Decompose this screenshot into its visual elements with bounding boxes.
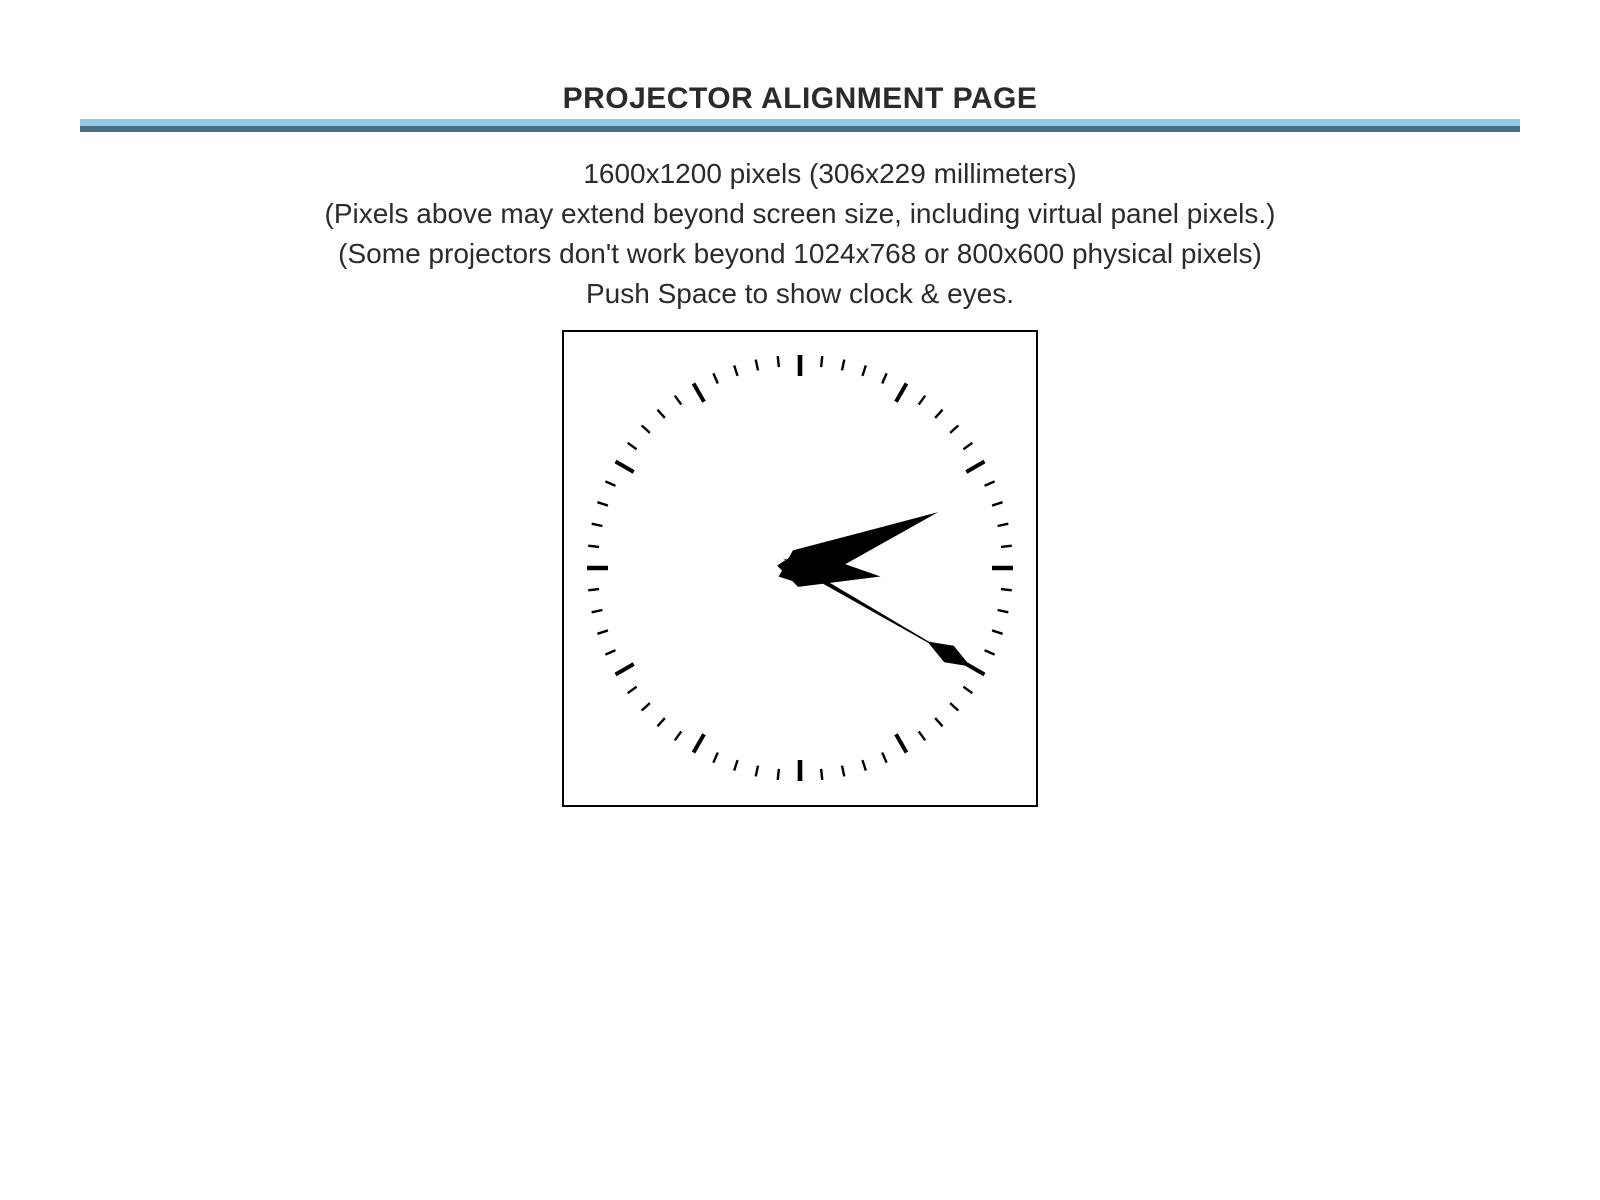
- page-title: PROJECTOR ALIGNMENT PAGE: [562, 82, 1038, 115]
- minute-tick: [862, 760, 865, 770]
- minute-tick: [963, 443, 972, 449]
- minute-tick: [992, 502, 1002, 505]
- minute-tick: [628, 687, 637, 693]
- second-hand-diamond: [927, 642, 970, 667]
- hour-tick: [616, 462, 634, 473]
- minute-tick: [821, 356, 822, 367]
- minute-tick: [821, 769, 822, 780]
- minute-tick: [950, 703, 958, 710]
- clock-frame: [562, 330, 1038, 807]
- projector-limit-note: (Some projectors don't work beyond 1024x768 or 800x600 physical pixels): [338, 238, 1262, 269]
- hour-tick: [694, 384, 705, 402]
- minute-tick: [1001, 589, 1012, 590]
- minute-tick: [642, 425, 650, 432]
- minute-tick: [628, 443, 637, 449]
- minute-tick: [734, 760, 737, 770]
- minute-tick: [998, 610, 1009, 612]
- hour-tick: [616, 664, 634, 675]
- minute-tick: [588, 589, 599, 590]
- hour-tick: [694, 734, 705, 752]
- minute-tick: [657, 410, 664, 418]
- minute-tick: [919, 731, 925, 740]
- minute-tick: [675, 731, 681, 740]
- minute-tick: [882, 373, 886, 383]
- divider-light-band: [80, 119, 1520, 126]
- clock-svg: [564, 332, 1036, 805]
- virtual-panel-note: (Pixels above may extend beyond screen size, including virtual panel pixels.): [324, 198, 1276, 229]
- minute-tick: [605, 650, 615, 654]
- minute-tick: [588, 546, 599, 547]
- minute-tick: [756, 360, 758, 371]
- minute-tick: [734, 365, 737, 375]
- hour-tick: [966, 462, 984, 473]
- info-text-block: [0, 154, 1600, 314]
- push-space-hint: Push Space to show clock & eyes.: [586, 278, 1014, 309]
- minute-tick: [1001, 546, 1012, 547]
- minute-tick: [657, 718, 664, 726]
- minute-tick: [597, 630, 607, 633]
- minute-tick: [592, 610, 603, 612]
- minute-tick: [675, 396, 681, 405]
- resolution-text: 1600x1200 pixels (306x229 millimeters): [583, 158, 1077, 189]
- minute-tick: [998, 524, 1009, 526]
- minute-tick: [842, 360, 844, 371]
- minute-tick: [597, 502, 607, 505]
- minute-tick: [950, 425, 958, 432]
- minute-tick: [592, 524, 603, 526]
- minute-tick: [862, 365, 865, 375]
- hour-tick: [896, 384, 907, 402]
- minute-tick: [713, 373, 717, 383]
- minute-tick: [713, 753, 717, 763]
- divider-dark-band: [80, 126, 1520, 132]
- minute-tick: [778, 356, 779, 367]
- minute-tick: [985, 650, 995, 654]
- minute-tick: [935, 410, 942, 418]
- minute-tick: [963, 687, 972, 693]
- minute-tick: [935, 718, 942, 726]
- minute-tick: [882, 753, 886, 763]
- minute-tick: [992, 630, 1002, 633]
- minute-tick: [605, 481, 615, 485]
- hour-tick: [896, 734, 907, 752]
- minute-tick: [985, 481, 995, 485]
- minute-tick: [642, 703, 650, 710]
- minute-tick: [778, 769, 779, 780]
- minute-tick: [756, 766, 758, 777]
- title-divider-rule: [80, 119, 1520, 132]
- minute-tick: [842, 766, 844, 777]
- minute-tick: [919, 396, 925, 405]
